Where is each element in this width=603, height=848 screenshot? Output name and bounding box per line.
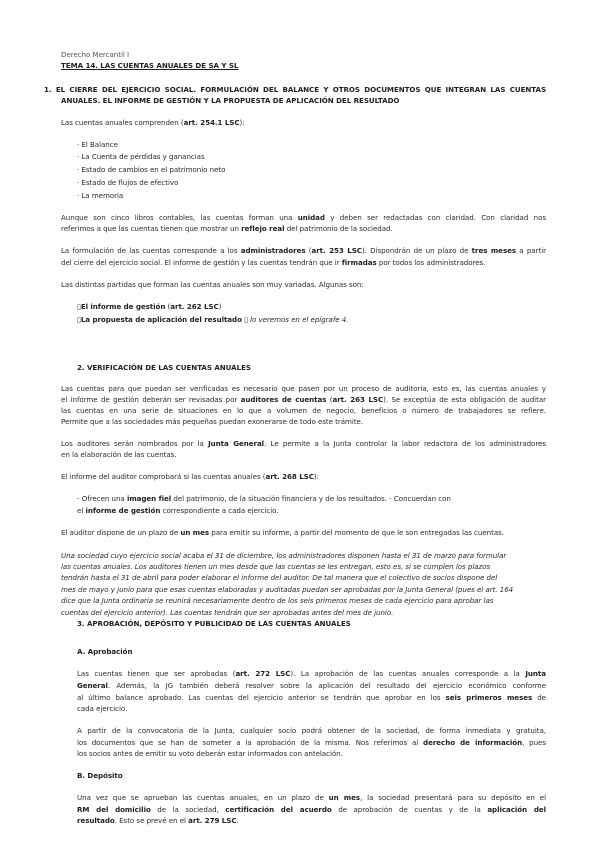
example-line: tendrán hasta el 31 de abril para poder elaborar el informe del auditor. De tal manera que el colectivo de socios dispone del (61, 573, 498, 582)
paragraph-line: del cierre del ejercicio social. El informe de gestión y las cuentas tendrán que ir firmadas por todos los administradores. (61, 258, 486, 267)
list-item: · La memoria (77, 191, 124, 200)
result-proposal-item: ▯La propuesta de aplicación del resultado ▯ lo veremos en el epígrafe 4. (77, 315, 349, 324)
paragraph-line: cada ejercicio. (77, 704, 128, 713)
accounts-intro: Las cuentas anuales comprenden (art. 254.1 LSC): (61, 118, 245, 127)
management-report-item: ▯El informe de gestión (art. 262 LSC) (77, 302, 222, 311)
paragraph-line: Una vez que se aprueban las cuentas anuales, en un plazo de un mes, la sociedad presentará para su depósito en el (77, 793, 546, 802)
list-item: · El Balance (77, 140, 118, 149)
paragraph-line: referimos a que las cuentas tienen que mostrar un reflejo real del patrimonio de la sociedad. (61, 224, 393, 233)
paragraph-line: RM del domicilio de la sociedad, certificación del acuerdo de aprobación de cuentas y de la aplicación del (77, 805, 547, 814)
subject-header: Derecho Mercantil I (61, 50, 130, 59)
paragraph-line: La formulación de las cuentas corresponde a los administradores (art. 253 LSC). Dispondrán de un plazo de tres meses a partir (61, 246, 546, 255)
example-line: dice que la Junta ordinaria se reunirá necesariamente dentro de los seis primeros meses de cada ejercicio para aprobar las (61, 596, 494, 605)
example-line: las cuentas anuales. Los auditores tienen un mes desde que las cuentas se les entregan, esto es, si se cumplen los plazos (61, 562, 491, 571)
paragraph-line: los socios antes de emitir su voto deberán estar informados con antelación. (77, 749, 343, 758)
example-line: mes de mayo y junio para que esas cuentas elaboradas y auditadas puedan ser aprobadas por la Junta General (pues el art. 164 (61, 585, 514, 594)
section-2-title: 2. VERIFICACIÓN DE LAS CUENTAS ANUALES (77, 363, 251, 372)
list-item: · La Cuenta de pérdidas y ganancias (77, 152, 205, 161)
example-line: cuentas del ejercicio anterior). Las cuentas tendrán que ser aprobadas antes del mes de junio. (61, 608, 394, 617)
paragraph-line: Permite que a las sociedades más pequeñas puedan exonerarse de todo este trámite. (61, 417, 364, 426)
paragraph-line: - Ofrecen una imagen fiel del patrimonio, de la situación financiera y de los resultados. - Concuerdan con (77, 494, 451, 503)
paragraph-line: Las cuentas tienen que ser aprobadas (art. 272 LSC). La aprobación de las cuentas anuales corresponde a la Junta (77, 669, 546, 678)
list-item: · Estado de flujos de efectivo (77, 178, 179, 187)
paragraph-line: Las distintas partidas que forman las cuentas anuales son muy variadas. Algunas son: (61, 280, 364, 289)
list-item: · Estado de cambios en el patrimonio neto (77, 165, 226, 174)
paragraph-line: en la elaboración de las cuentas. (61, 450, 177, 459)
theme-title: TEMA 14. LAS CUENTAS ANUALES DE SA Y SL (61, 61, 239, 70)
paragraph-line: el informe de gestión deberán ser revisadas por auditores de cuentas (art. 263 LSC). Se exceptúa de esta obligación de auditar (61, 395, 546, 404)
section-1-title-line-1: 1. EL CIERRE DEL EJERCICIO SOCIAL. FORMULACIÓN DEL BALANCE Y OTROS DOCUMENTOS QUE INTEGRAN LAS CUENTAS (44, 85, 546, 94)
paragraph-line: el informe de gestión correspondiente a cada ejercicio. (77, 506, 279, 515)
paragraph-line: al último balance aprobado. Las cuentas del ejercicio anterior se tendrán que aprobar en los seis primeros meses de (77, 693, 546, 702)
subsection-a-title: A. Aprobación (77, 647, 133, 656)
paragraph-line: Las cuentas para que puedan ser verificadas es necesario que pasen por un proceso de auditoría, esto es, las cuentas anuales y (61, 384, 546, 393)
paragraph-line: General. Además, la JG también deberá resolver sobre la aplicación del resultado del ejercicio económico conforme (77, 681, 546, 690)
section-1-title-line-2: ANUALES. EL INFORME DE GESTIÓN Y LA PROPUESTA DE APLICACIÓN DEL RESULTADO (61, 96, 400, 105)
checkbox-glyph-icon: ▯ (77, 316, 81, 324)
paragraph-line: El informe del auditor comprobará si las cuentas anuales (art. 268 LSC): (61, 472, 319, 481)
paragraph-line: A partir de la convocatoria de la Junta, cualquier socio podrá obtener de la sociedad, de forma inmediata y gratuita, (77, 726, 546, 735)
example-line: Una sociedad cuyo ejercicio social acaba el 31 de diciembre, los administradores disponen hasta el 31 de marzo para formular (61, 551, 507, 560)
paragraph-line: El auditor dispone de un plazo de un mes para emitir su informe, a partir del momento de que le son entregadas las cuentas. (61, 528, 504, 537)
paragraph-line: Los auditores serán nombrados por la Junta General. Le permite a la Junta controlar la labor redactora de los administradores (61, 439, 547, 448)
paragraph-line: Aunque son cinco libros contables, las cuentas forman una unidad y deben ser redactadas con claridad. Con claridad nos (61, 213, 547, 222)
paragraph-line: resultado. Esto se prevé en el art. 279 LSC. (77, 816, 239, 825)
paragraph-line: las cuentas en una serie de situaciones en lo que a volumen de negocio, beneficios o número de trabajadores se refiere. (61, 406, 546, 415)
subsection-b-title: B. Depósito (77, 771, 123, 780)
section-3-title: 3. APROBACIÓN, DEPÓSITO Y PUBLICIDAD DE LAS CUENTAS ANUALES (77, 619, 351, 628)
checkbox-glyph-icon: ▯ (77, 303, 81, 311)
paragraph-line: los documentos que se han de someter a la aprobación de la misma. Nos referimos al derecho de información, pues (77, 738, 546, 747)
